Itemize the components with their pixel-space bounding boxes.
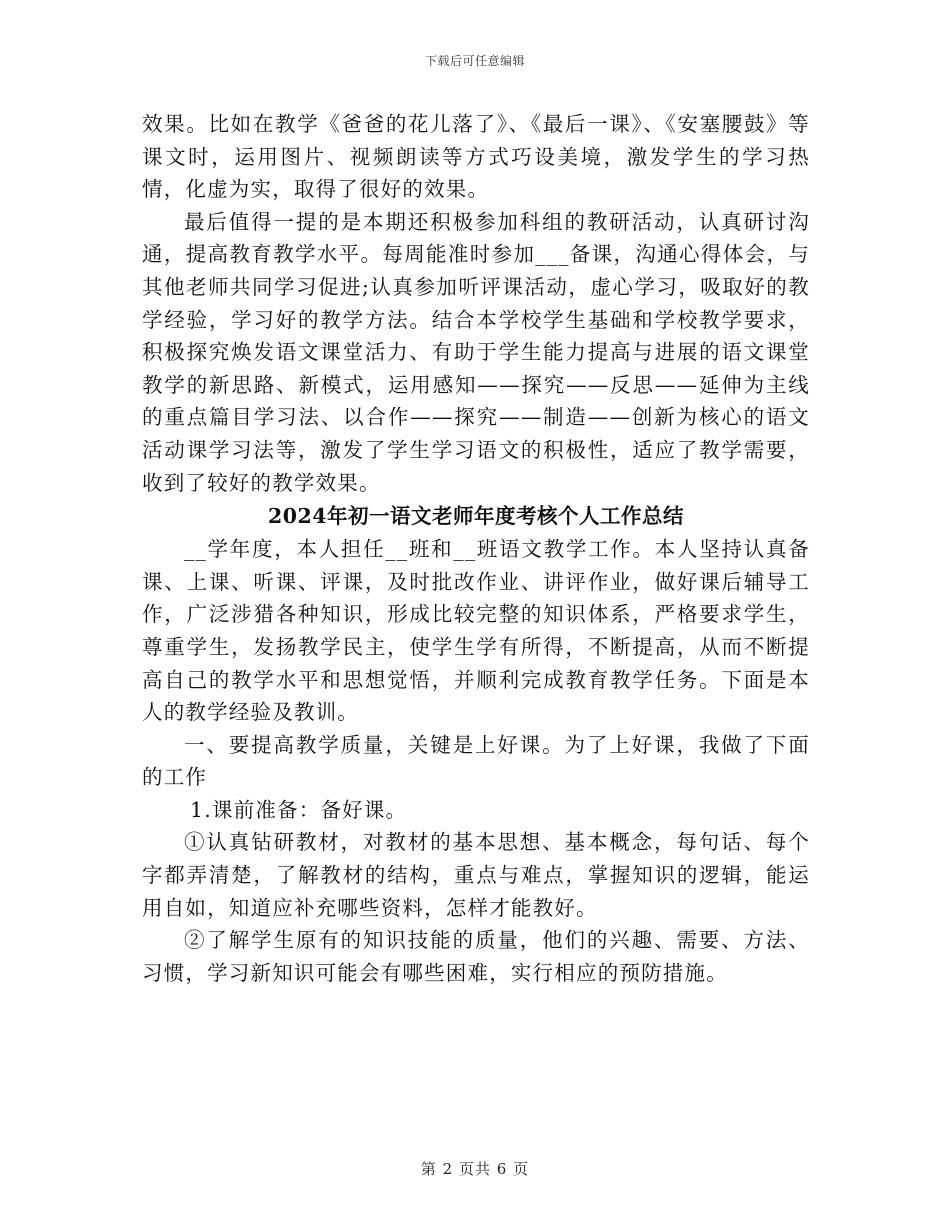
paragraph-understand-students: ②了解学生原有的知识技能的质量，他们的兴趣、需要、方法、习惯，学习新知识可能会有哪些困难，实行相应的预防措施。 bbox=[142, 928, 810, 985]
page-number: 第 2 页共 6 页 bbox=[420, 1160, 530, 1178]
page-header: 下载后可任意编辑 bbox=[424, 54, 525, 68]
paragraph-intro: __学年度，本人担任__班和__班语文教学工作。本人坚持认真备课、上课、听课、评课，及时批改作业、讲评作业，做好课后辅导工作，广泛涉猎各种知识，形成比较完整的知识体系，严格要求学生，尊重学生，发扬教学民主，使学生学有所得，不断提高，从而不断提高自己的教学水平和思想觉悟，并顺利完成教育教学任务。下面是本人的教学经验及教训。 bbox=[142, 537, 810, 725]
paragraph-continuation: 效果。比如在教学《爸爸的花儿落了》、《最后一课》、《安塞腰鼓》等课文时，运用图片、视频朗读等方式巧设美境，激发学生的学习热情，化虚为实，取得了很好的效果。 bbox=[142, 112, 810, 202]
paragraph-lesson-prep: 1.课前准备：备好课。 bbox=[190, 797, 408, 822]
paragraph-study-materials: ①认真钻研教材，对教材的基本思想、基本概念，每句话、每个字都弄清楚，了解教材的结构，重点与难点，掌握知识的逻辑，能运用自如，知道应补充哪些资料，怎样才能教好。 bbox=[142, 830, 810, 920]
section-title: 2024年初一语文老师年度考核个人工作总结 bbox=[267, 504, 685, 529]
paragraph-point-one: 一、要提高教学质量，关键是上好课。为了上好课，我做了下面的工作 bbox=[142, 732, 810, 790]
paragraph-teaching-research: 最后值得一提的是本期还积极参加科组的教研活动，认真研讨沟通，提高教育教学水平。每周能准时参加___备课，沟通心得体会，与其他老师共同学习促进;认真参加听评课活动，虚心学习，吸取好的教学经验，学习好的教学方法。结合本学校学生基础和学校教学要求，积极探究焕发语文课堂活力、有助于学生能力提高与进展的语文课堂教学的新思路、新模式，运用感知——探究——反思——延伸为主线的重点篇目学习法、以合作——探究——制造——创新为核心的语文活动课学习法等，激发了学生学习语文的积极性，适应了教学需要，收到了较好的教学效果。 bbox=[142, 209, 810, 495]
document-body bbox=[142, 108, 810, 989]
